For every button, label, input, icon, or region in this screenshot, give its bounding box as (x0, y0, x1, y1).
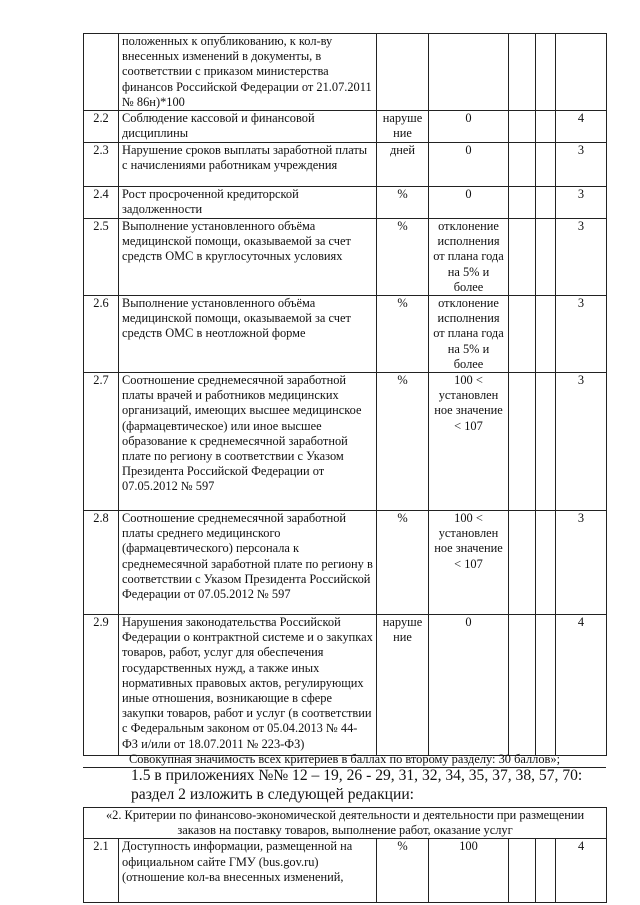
points-cell: 3 (556, 143, 607, 187)
row-number: 2.3 (84, 143, 119, 187)
empty-cell (509, 187, 536, 219)
empty-cell (509, 615, 536, 756)
section-header-row (84, 808, 607, 839)
empty-cell (536, 219, 556, 296)
amendment-line-1: 1.5 в приложениях №№ 12 – 19, 26 - 29, 31, 32, 34, 35, 37, 38, 57, 70: (131, 767, 583, 784)
empty-cell (509, 839, 536, 903)
row-number: 2.1 (84, 839, 119, 903)
table-row (84, 839, 607, 903)
empty-cell (536, 615, 556, 756)
row-number: 2.5 (84, 219, 119, 296)
points-cell: 4 (556, 111, 607, 143)
points-cell: 3 (556, 296, 607, 373)
criterion-text: Соотношение среднемесячной заработной платы среднего медицинского (фармацевтического) персонала к среднемесячной заработной плате по региону в соответствии с Указом Президента Российской Федерации от 07.05.2012 № 597 (119, 511, 377, 615)
empty-cell (536, 34, 556, 111)
empty-cell (509, 111, 536, 143)
criterion-text: Рост просроченной кредиторской задолженности (119, 187, 377, 219)
unit-cell: % (377, 219, 429, 296)
value-cell: 100 (429, 839, 509, 903)
table-row (84, 615, 607, 756)
criterion-text: положенных к опубликованию, к кол-ву внесенных изменений в документы, в соответствии с приказом министерства финансов Российской Федерации от 21.07.2011 № 86н)*100 (119, 34, 377, 111)
value-cell: 0 (429, 111, 509, 143)
unit-cell: % (377, 187, 429, 219)
empty-cell (536, 296, 556, 373)
row-number: 2.2 (84, 111, 119, 143)
row-number (84, 34, 119, 111)
table-row (84, 143, 607, 187)
section-2-header: «2. Критерии по финансово-экономической деятельности и деятельности при размещении заказов на поставку товаров, выполнение работ, оказание услуг (84, 808, 607, 839)
empty-cell (509, 34, 536, 111)
unit-cell: наруше ние (377, 111, 429, 143)
criterion-text: Выполнение установленного объёма медицинской помощи, оказываемой за счет средств ОМС в круглосуточных условиях (119, 219, 377, 296)
criteria-table (83, 33, 607, 756)
table-row (84, 373, 607, 511)
table-row (84, 111, 607, 143)
value-cell: 0 (429, 143, 509, 187)
points-cell: 4 (556, 615, 607, 756)
empty-cell (536, 111, 556, 143)
points-cell: 3 (556, 511, 607, 615)
amendment-paragraph (131, 767, 582, 804)
table-row (84, 511, 607, 615)
empty-cell (536, 373, 556, 511)
value-cell: отклонение исполнения от плана года на 5% и более (429, 296, 509, 373)
points-cell: 3 (556, 187, 607, 219)
table-row (84, 219, 607, 296)
criterion-text: Соблюдение кассовой и финансовой дисциплины (119, 111, 377, 143)
unit-cell: наруше ние (377, 615, 429, 756)
value-cell: отклонение исполнения от плана года на 5% и более (429, 219, 509, 296)
empty-cell (509, 219, 536, 296)
criterion-text: Нарушение сроков выплаты заработной платы с начислениями работникам учреждения (119, 143, 377, 187)
table-row (84, 34, 607, 111)
unit-cell (377, 34, 429, 111)
row-number: 2.7 (84, 373, 119, 511)
empty-cell (536, 187, 556, 219)
criterion-text: Выполнение установленного объёма медицинской помощи, оказываемой за счет средств ОМС в неотложной форме (119, 296, 377, 373)
row-number: 2.8 (84, 511, 119, 615)
empty-cell (536, 839, 556, 903)
empty-cell (509, 143, 536, 187)
criterion-text: Доступность информации, размещенной на официальном сайте ГМУ (bus.gov.ru) (отношение кол-ва внесенных изменений, (119, 839, 377, 903)
unit-cell: дней (377, 143, 429, 187)
points-cell: 3 (556, 219, 607, 296)
empty-cell (536, 511, 556, 615)
table-row (84, 296, 607, 373)
table-row (84, 187, 607, 219)
unit-cell: % (377, 373, 429, 511)
points-cell (556, 34, 607, 111)
criterion-text: Соотношение среднемесячной заработной платы врачей и работников медицинских организаций, имеющих высшее медицинское (фармацевтическое) или иное высшее образование к среднемесячной заработной плате по региону в соответствии с Указом Президента Российской Федерации от 07.05.2012 № 597 (119, 373, 377, 511)
value-cell (429, 34, 509, 111)
empty-cell (509, 511, 536, 615)
empty-cell (536, 143, 556, 187)
empty-cell (509, 373, 536, 511)
amendment-line-2: раздел 2 изложить в следующей редакции: (131, 785, 415, 803)
value-cell: 100 < установлен ное значение < 107 (429, 511, 509, 615)
row-number: 2.9 (84, 615, 119, 756)
row-number: 2.6 (84, 296, 119, 373)
unit-cell: % (377, 511, 429, 615)
criterion-text: Нарушения законодательства Российской Федерации о контрактной системе и о закупках товаров, работ, услуг для обеспечения государственных нужд, а также иных нормативных правовых актов, регулирующих иные отношения, возникающие в сфере закупки товаров, работ и услуг (в соответствии с Федеральным законом от 05.04.2013 № 44-ФЗ и/или от 18.07.2011 № 223-ФЗ) (119, 615, 377, 756)
points-cell: 4 (556, 839, 607, 903)
section-total-summary: Совокупная значимость всех критериев в баллах по второму разделу: 30 баллов»; (83, 752, 606, 768)
value-cell: 0 (429, 187, 509, 219)
empty-cell (509, 296, 536, 373)
section-2-table (83, 807, 607, 903)
value-cell: 100 < установлен ное значение < 107 (429, 373, 509, 511)
unit-cell: % (377, 296, 429, 373)
value-cell: 0 (429, 615, 509, 756)
row-number: 2.4 (84, 187, 119, 219)
unit-cell: % (377, 839, 429, 903)
points-cell: 3 (556, 373, 607, 511)
